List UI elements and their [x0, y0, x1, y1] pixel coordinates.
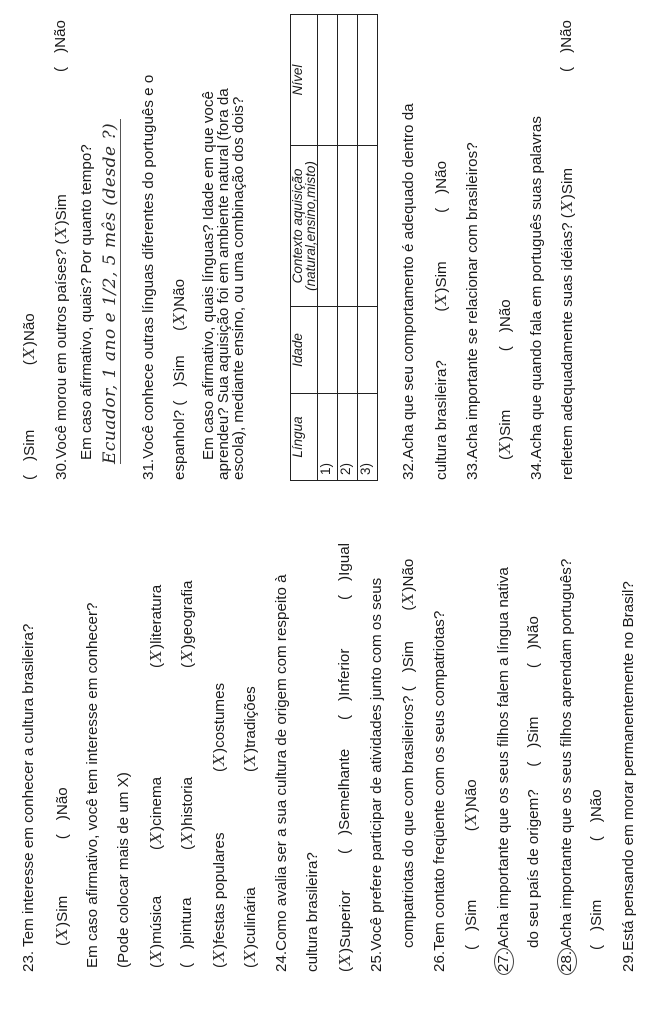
table-cell[interactable]: 3) — [358, 394, 378, 481]
cinema-label: )cinema — [148, 776, 165, 831]
question-27-nao-label: )Não — [525, 616, 542, 650]
table-cell[interactable] — [318, 307, 338, 394]
tradicoes-label: )tradições — [242, 686, 259, 753]
question-23-sim-label: )Sim — [54, 895, 71, 927]
question-34-nao-label: )Não — [558, 20, 575, 53]
question-33: 33.Acha importante se relacionar com brasileiros? — [464, 142, 481, 480]
question-30-followup: Em caso afirmativo, quais? Por quanto tempo? — [78, 144, 95, 460]
question-26-options: ()Sim (X)Não — [462, 779, 480, 950]
question-23-sim-mark[interactable]: X — [53, 928, 71, 940]
costumes-mark[interactable]: X — [210, 754, 228, 766]
question-27-line-1 — [494, 567, 514, 972]
question-27-number: 27. — [494, 948, 514, 975]
historia-label: )historia — [179, 776, 196, 831]
question-27-country: do seu país de origem? — [525, 789, 542, 948]
question-30-sim-mark[interactable]: X — [52, 226, 70, 238]
question-31-followup-3: escola), mediante ensino, ou uma combinação dos dois? — [230, 96, 247, 480]
question-23-followup: Em caso afirmativo, você tem interesse em conhecer? — [84, 602, 101, 968]
question-33-nao-label: )Não — [497, 299, 514, 333]
question-31-text: espanhol? — [171, 409, 188, 480]
question-32-sim-label: )Sim — [433, 261, 450, 293]
question-29: 29.Está pensando em morar permanentemente no Brasil? — [620, 581, 637, 972]
question-32-line-2: cultura brasileira? (X)Sim ()Não — [432, 160, 450, 480]
question-34-sim-label: )Sim — [559, 167, 576, 200]
question-25-text: compatriotas do que com brasileiros? — [400, 695, 417, 948]
costumes-label: )costumes — [211, 682, 228, 753]
musica-mark[interactable]: X — [147, 950, 165, 962]
question-31-nao-mark[interactable]: X — [170, 313, 188, 325]
question-30-text: 30.Você morou em outros países? — [53, 248, 70, 480]
table-cell[interactable] — [338, 146, 358, 307]
festas-label: )festas populares — [211, 832, 228, 949]
question-32-nao-label: )Não — [433, 160, 450, 194]
question-34-sim-mark[interactable]: X — [558, 200, 576, 212]
question-26-sim-label: )Sim — [463, 899, 480, 931]
culinaria-label: )culinária — [242, 887, 259, 949]
question-29-nao-label: )Não — [21, 313, 38, 347]
table-header-idade: Idade — [291, 307, 318, 394]
question-29-sim-label: )Sim — [21, 429, 38, 461]
igual-label: )Igual — [336, 542, 353, 581]
question-31-line-1: 31.Você conhece outras línguas diferentes do português e o — [140, 74, 157, 480]
question-25-nao-label: )Não — [400, 558, 417, 592]
table-header-row — [291, 15, 318, 481]
question-28-nao-label: )Não — [588, 789, 605, 823]
table-cell[interactable] — [338, 15, 358, 146]
question-25-nao-mark[interactable]: X — [399, 593, 417, 604]
question-25-sim-label: )Sim — [400, 641, 417, 673]
superior-mark[interactable]: X — [336, 954, 354, 966]
table-cell[interactable] — [318, 15, 338, 146]
question-23-nao-label: )Não — [54, 787, 71, 821]
question-29-options: ()Sim (X)Não — [20, 313, 38, 480]
historia-mark[interactable]: X — [178, 832, 196, 844]
superior-label: )Superior — [337, 890, 354, 953]
languages-table — [290, 14, 378, 481]
question-31-line-2: espanhol? ()Sim (X)Não — [170, 278, 188, 480]
question-33-sim-label: )Sim — [497, 409, 514, 441]
question-23-options: (X)Sim ()Não — [53, 787, 71, 946]
question-28-sim-label: )Sim — [588, 899, 605, 931]
question-26-nao-label: )Não — [463, 779, 480, 813]
table-row — [318, 15, 338, 481]
question-25-line-1: 25.Você prefere participar de atividades junto com os seus — [368, 577, 385, 972]
table-row — [338, 15, 358, 481]
geografia-label: )geografia — [179, 580, 196, 649]
table-header-contexto: Contexto aquisição (natural,ensino,misto) — [291, 146, 318, 307]
table-cell[interactable]: 1) — [318, 394, 338, 481]
culinaria-mark[interactable]: X — [241, 950, 259, 962]
question-30-sim-label: )Sim — [53, 194, 70, 226]
question-33-options: (X)Sim ()Não — [496, 299, 514, 460]
question-26: 26.Tem contato freqüente com os seus compatriotas? — [431, 610, 448, 972]
table-cell[interactable]: 2) — [338, 394, 358, 481]
question-28-text: Acha importante que os seus filhos aprendam português? — [558, 558, 575, 948]
table-cell[interactable] — [358, 307, 378, 394]
festas-mark[interactable]: X — [210, 950, 228, 962]
question-27-sim-label: )Sim — [525, 716, 542, 748]
table-cell[interactable] — [318, 146, 338, 307]
question-27-text: Acha importante que os seus filhos falem a língua nativa — [495, 567, 512, 948]
question-24-line-2: cultura brasileira? — [304, 852, 321, 972]
question-33-sim-mark[interactable]: X — [496, 442, 514, 454]
question-30-nao-label: )Não — [52, 20, 69, 53]
question-24-line-1: 24.Como avalia ser a sua cultura de origem com respeito à — [273, 574, 290, 972]
cinema-mark[interactable]: X — [147, 832, 165, 844]
question-34-line-1: 34.Acha que quando fala em português suas palavras — [528, 116, 545, 480]
table-cell[interactable] — [358, 146, 378, 307]
question-30-handwritten-answer[interactable]: Ecuador, 1 ano e 1/2, 5 mês (desde ?) — [100, 119, 121, 464]
question-31-followup-2: aprendeu? Sua aquisição foi em ambiente natural (fora da — [215, 88, 232, 480]
question-23-instruction: (Pode colocar mais de um X) — [115, 772, 132, 968]
question-32-sim-mark[interactable]: X — [432, 294, 450, 306]
question-32-text: cultura brasileira? — [433, 360, 450, 480]
question-31-followup-1: Em caso afirmativo, quais línguas? Idade em que você — [200, 91, 217, 460]
semelhante-label: )Semelhante — [336, 748, 353, 835]
question-25-line-2: compatriotas do que com brasileiros? ()Sim (X)Não — [399, 558, 417, 948]
table-cell[interactable] — [338, 307, 358, 394]
inferior-label: )Inferior — [336, 648, 353, 701]
table-row — [358, 15, 378, 481]
question-27-line-2: do seu país de origem? ()Sim ()Não — [525, 616, 542, 948]
table-header-nivel: Nível — [291, 15, 318, 146]
table-header-lingua: Língua — [291, 394, 318, 481]
question-23: 23. Tem interesse em conhecer a cultura brasileira? — [20, 623, 37, 972]
musica-label: )música — [148, 895, 165, 949]
question-29-nao-mark[interactable]: X — [20, 347, 38, 359]
question-31-sim-label: )Sim — [171, 355, 188, 387]
question-28 — [557, 559, 577, 972]
geografia-mark[interactable]: X — [178, 650, 196, 662]
question-31-nao-label: )Não — [171, 278, 188, 312]
question-26-nao-mark[interactable]: X — [462, 813, 480, 825]
literatura-label: )literatura — [148, 584, 165, 649]
left-column: 23. Tem interesse em conhecer a cultura brasileira? (X)Sim ()Não Em caso afirmativo, você tem interesse em conhecer? (Pode colocar mais de um X) (X)música (X)cinema (X)literatura ()pintura (X)historia (X)geografia (X)festas populares (X)costumes (X)culinária (X)tradições 24.Como avalia ser a sua cultura de origem com respeito à cultura brasileira? (X)Superior ()Semelhante ()Inferior ()Igual 25.Você prefere participar de atividades junto com os seus compatriotas do que com brasileiros? ()Sim (X)Não 26.Tem contato freqüente com os seus compatriotas? ()Sim (X)Não 27.Acha importante que os seus filhos falem a língua nativa do seu país de origem? ()Sim ()Não 28.Acha importante que os seus filhos aprendam português? ()Sim ()Não 29.Está pensando em morar permanentemente no Brasil? — [0, 512, 663, 1024]
question-34-text: refletem adequadamente suas idéias? — [559, 222, 576, 480]
literatura-mark[interactable]: X — [147, 650, 165, 662]
question-34-line-2: refletem adequadamente suas idéias? (X)Sim ()Não — [558, 20, 576, 480]
table-cell[interactable] — [358, 15, 378, 146]
question-28-number: 28. — [557, 948, 577, 975]
pintura-label: )pintura — [178, 897, 195, 949]
question-30: 30.Você morou em outros países? (X)Sim ()Não — [52, 20, 70, 480]
question-28-options: ()Sim ()Não — [588, 789, 605, 950]
question-32-line-1: 32.Acha que seu comportamento é adequado dentro da — [400, 103, 417, 480]
tradicoes-mark[interactable]: X — [241, 754, 259, 766]
